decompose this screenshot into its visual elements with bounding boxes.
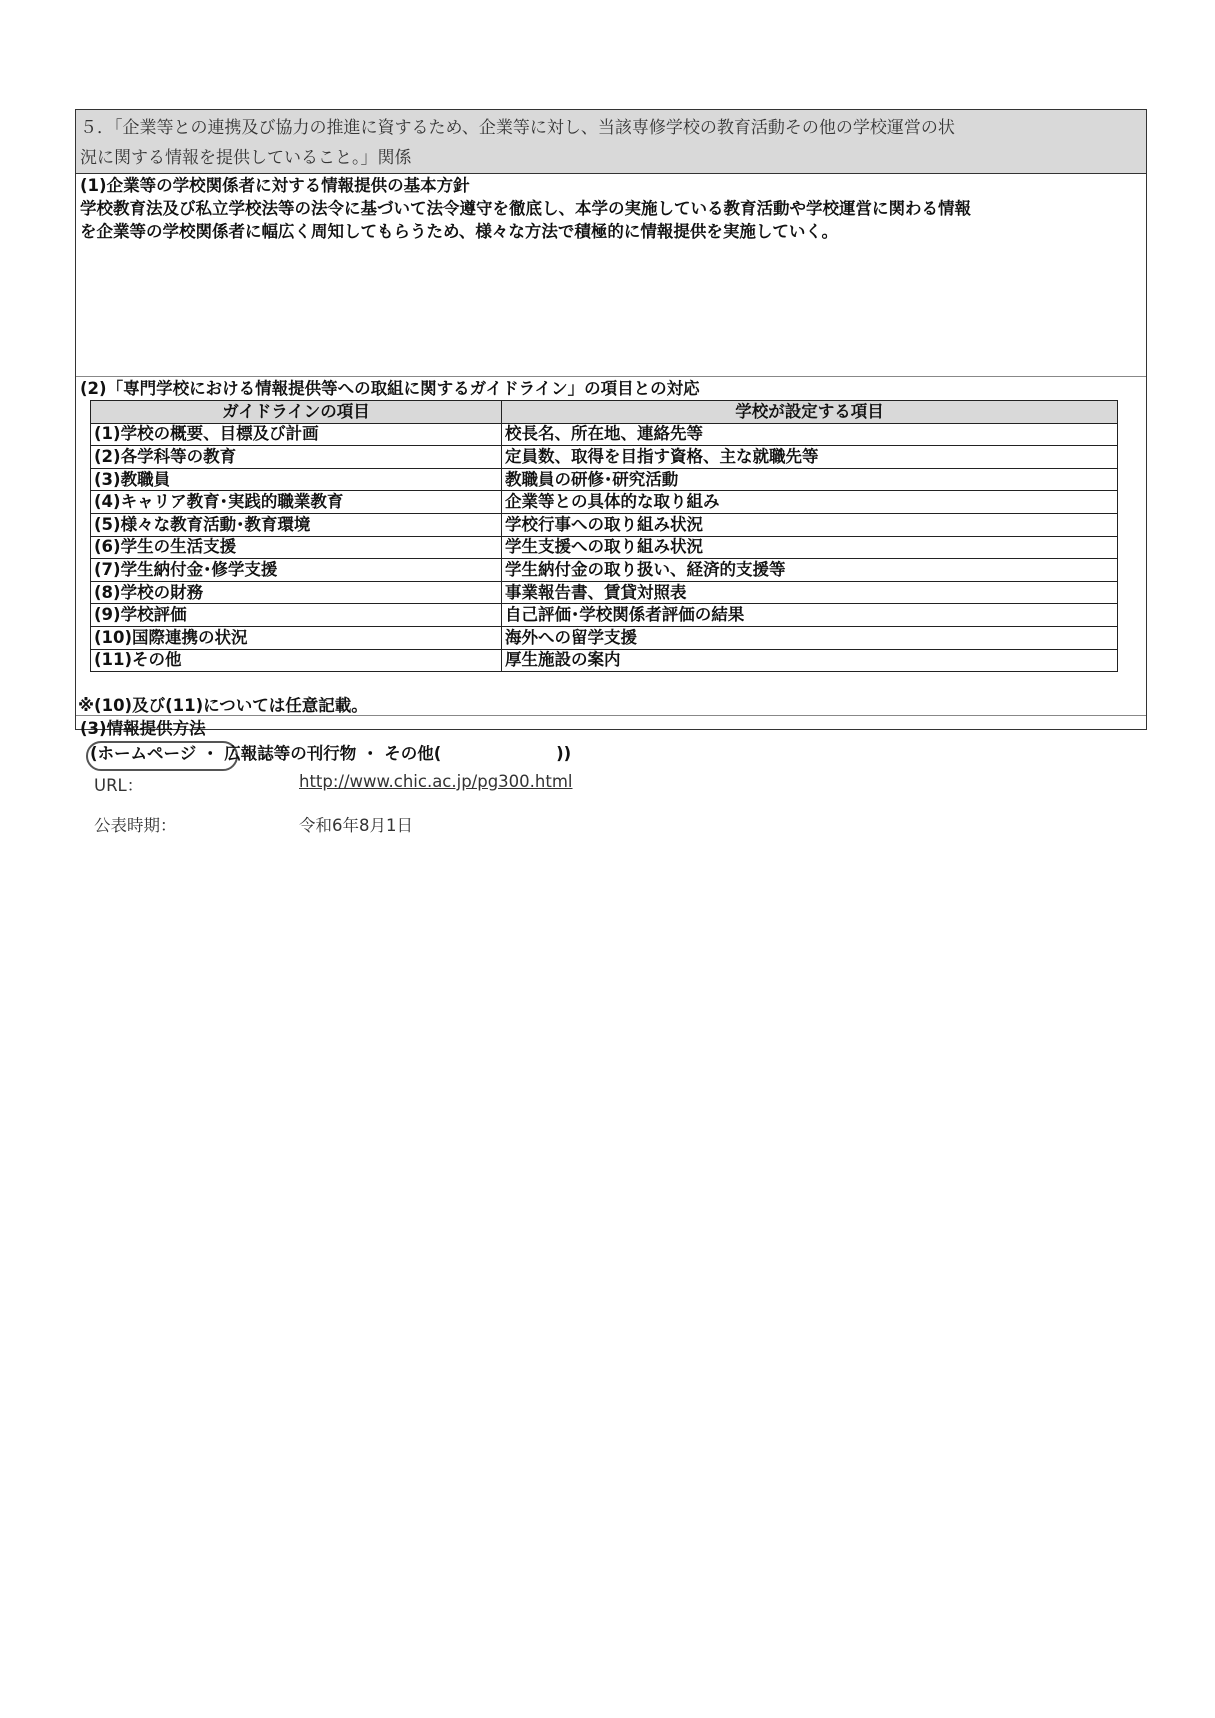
- publication-date-value: 令和6年8月1日: [299, 816, 413, 835]
- guideline-item-cell: (6)学生の生活支援: [91, 536, 502, 559]
- school-item-cell: 企業等との具体的な取り組み: [502, 491, 1118, 514]
- table-row: [91, 604, 1118, 627]
- school-item-cell: 定員数、取得を目指す資格、主な就職先等: [502, 446, 1118, 469]
- divider: [76, 715, 1146, 716]
- school-item-cell: 校長名、所在地、連絡先等: [502, 423, 1118, 446]
- guideline-item-cell: (7)学生納付金･修学支援: [91, 559, 502, 582]
- school-item-cell: 自己評価･学校関係者評価の結果: [502, 604, 1118, 627]
- table-row: [91, 513, 1118, 536]
- provision-method-title: (3)情報提供方法: [80, 719, 206, 738]
- table-header-row: [91, 401, 1118, 424]
- guideline-item-cell: (9)学校評価: [91, 604, 502, 627]
- col-header-guideline: ガイドラインの項目: [91, 401, 502, 424]
- table-row: [91, 649, 1118, 672]
- basic-policy-body-1: 学校教育法及び私立学校法等の法令に基づいて法令遵守を徹底し、本学の実施している教育活動や学校運営に関わる情報: [80, 199, 971, 218]
- basic-policy-title: (1)企業等の学校関係者に対する情報提供の基本方針: [80, 176, 470, 195]
- guideline-section: [76, 377, 1146, 717]
- school-item-cell: 教職員の研修･研究活動: [502, 468, 1118, 491]
- basic-policy-section: [76, 174, 1146, 377]
- school-item-cell: 学生支援への取り組み状況: [502, 536, 1118, 559]
- table-row: [91, 446, 1118, 469]
- provision-methods: (ホームページ ・ 広報誌等の刊行物 ・ その他( )): [90, 744, 572, 763]
- header-line-2: 況に関する情報を提供していること。」関係: [80, 148, 412, 168]
- school-item-cell: 学生納付金の取り扱い、経済的支援等: [502, 559, 1118, 582]
- guideline-item-cell: (3)教職員: [91, 468, 502, 491]
- col-header-school: 学校が設定する項目: [502, 401, 1118, 424]
- table-row: [91, 559, 1118, 582]
- section-header: [76, 110, 1146, 174]
- guideline-table: [90, 400, 1118, 672]
- guideline-item-cell: (11)その他: [91, 649, 502, 672]
- table-row: [91, 468, 1118, 491]
- table-row: [91, 491, 1118, 514]
- guideline-item-cell: (5)様々な教育活動･教育環境: [91, 513, 502, 536]
- info-provision-frame: [75, 109, 1147, 835]
- table-row: [91, 536, 1118, 559]
- table-row: [91, 423, 1118, 446]
- basic-policy-body-2: を企業等の学校関係者に幅広く周知してもらうため、様々な方法で積極的に情報提供を実施していく。: [80, 222, 839, 241]
- guideline-item-cell: (2)各学科等の教育: [91, 446, 502, 469]
- optional-note: ※(10)及び(11)については任意記載。: [78, 696, 368, 715]
- school-item-cell: 厚生施設の案内: [502, 649, 1118, 672]
- school-item-cell: 事業報告書、賃貸対照表: [502, 581, 1118, 604]
- school-item-cell: 海外への留学支援: [502, 626, 1118, 649]
- guideline-title: (2)「専門学校における情報提供等への取組に関するガイドライン」の項目との対応: [80, 379, 700, 398]
- publication-date-label: 公表時期：: [94, 816, 177, 835]
- guideline-item-cell: (8)学校の財務: [91, 581, 502, 604]
- guideline-item-cell: (1)学校の概要、目標及び計画: [91, 423, 502, 446]
- table-row: [91, 581, 1118, 604]
- guideline-item-cell: (4)キャリア教育･実践的職業教育: [91, 491, 502, 514]
- url-label: URL：: [94, 776, 144, 795]
- school-item-cell: 学校行事への取り組み状況: [502, 513, 1118, 536]
- header-line-1: ５．「企業等との連携及び協力の推進に資するため、企業等に対し、当該専修学校の教育活動その他の学校運営の状: [80, 118, 955, 138]
- url-link[interactable]: http://www.chic.ac.jp/pg300.html: [299, 772, 573, 791]
- table-row: [91, 626, 1118, 649]
- guideline-item-cell: (10)国際連携の状況: [91, 626, 502, 649]
